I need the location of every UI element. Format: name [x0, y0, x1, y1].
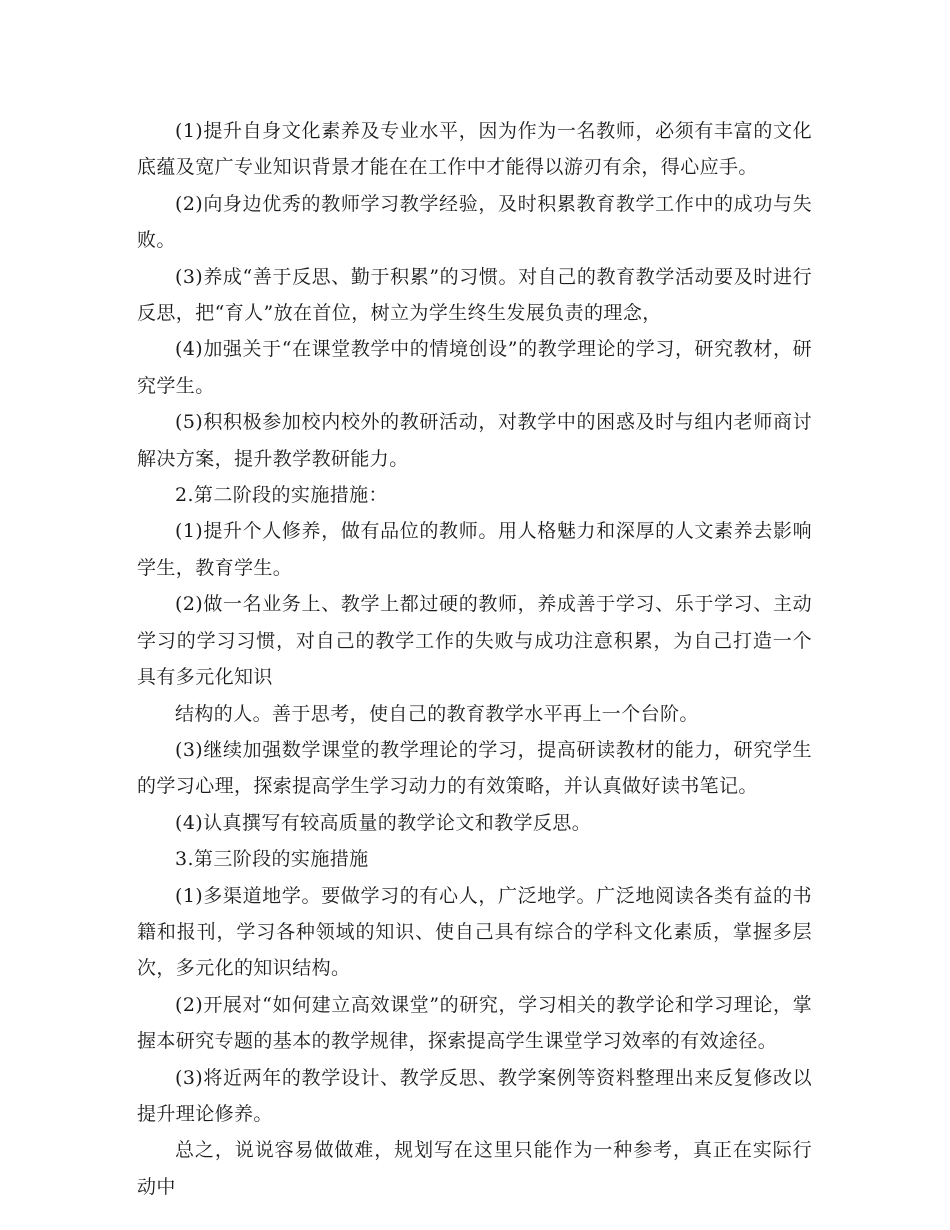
paragraph: 总之，说说容易做做难，规划写在这里只能作为一种参考，真正在实际行动中	[137, 1139, 812, 1198]
section-heading: 2.第二阶段的实施措施：	[175, 484, 388, 507]
paragraph: 结构的人。善于思考，使自己的教育教学水平再上一个台阶。	[175, 702, 699, 725]
paragraph: (4)加强关于“在课堂教学中的情境创设”的教学理论的学习，研究教材，研究学生。	[137, 338, 812, 397]
paragraph: (1)多渠道地学。要做学习的有心人，广泛地学。广泛地阅读各类有益的书籍和报刊，学习各种领域的知识、使自己具有综合的学科文化素质，掌握多层次，多元化的知识结构。	[137, 884, 812, 980]
paragraph: (1)提升自身文化素养及专业水平，因为作为一名教师，必须有丰富的文化底蕴及宽广专业知识背景才能在在工作中才能得以游刃有余，得心应手。	[137, 120, 812, 179]
paragraph: (3)养成“善于反思、勤于积累”的习惯。对自己的教育教学活动要及时进行反思，把“育人”放在首位，树立为学生终生发展负责的理念，	[137, 265, 812, 325]
paragraph: (4)认真撰写有较高质量的教学论文和教学反思。	[175, 811, 592, 834]
document-body	[137, 113, 812, 1205]
paragraph: (2)开展对“如何建立高效课堂”的研究，学习相关的教学论和学习理论，掌握本研究专题的基本的教学规律，探索提高学生课堂学习效率的有效途径。	[137, 993, 812, 1053]
paragraph: (3)继续加强数学课堂的教学理论的学习，提高研读教材的能力，研究学生的学习心理，探索提高学生学习动力的有效策略，并认真做好读书笔记。	[137, 738, 812, 798]
paragraph: (5)积积极参加校内校外的教研活动，对教学中的困惑及时与组内老师商讨解决方案，提升教学教研能力。	[137, 411, 812, 470]
paragraph: (1)提升个人修养，做有品位的教师。用人格魅力和深厚的人文素养去影响学生，教育学生。	[137, 520, 812, 579]
paragraph: (3)将近两年的教学设计、教学反思、教学案例等资料整理出来反复修改以提升理论修养。	[137, 1066, 812, 1125]
paragraph: (2)做一名业务上、教学上都过硬的教师，养成善于学习、乐于学习、主动学习的学习习惯，对自己的教学工作的失败与成功注意积累，为自己打造一个具有多元化知识	[137, 593, 812, 689]
paragraph: (2)向身边优秀的教师学习教学经验，及时积累教育教学工作中的成功与失败。	[137, 192, 812, 252]
section-heading: 3.第三阶段的实施措施	[175, 848, 369, 871]
